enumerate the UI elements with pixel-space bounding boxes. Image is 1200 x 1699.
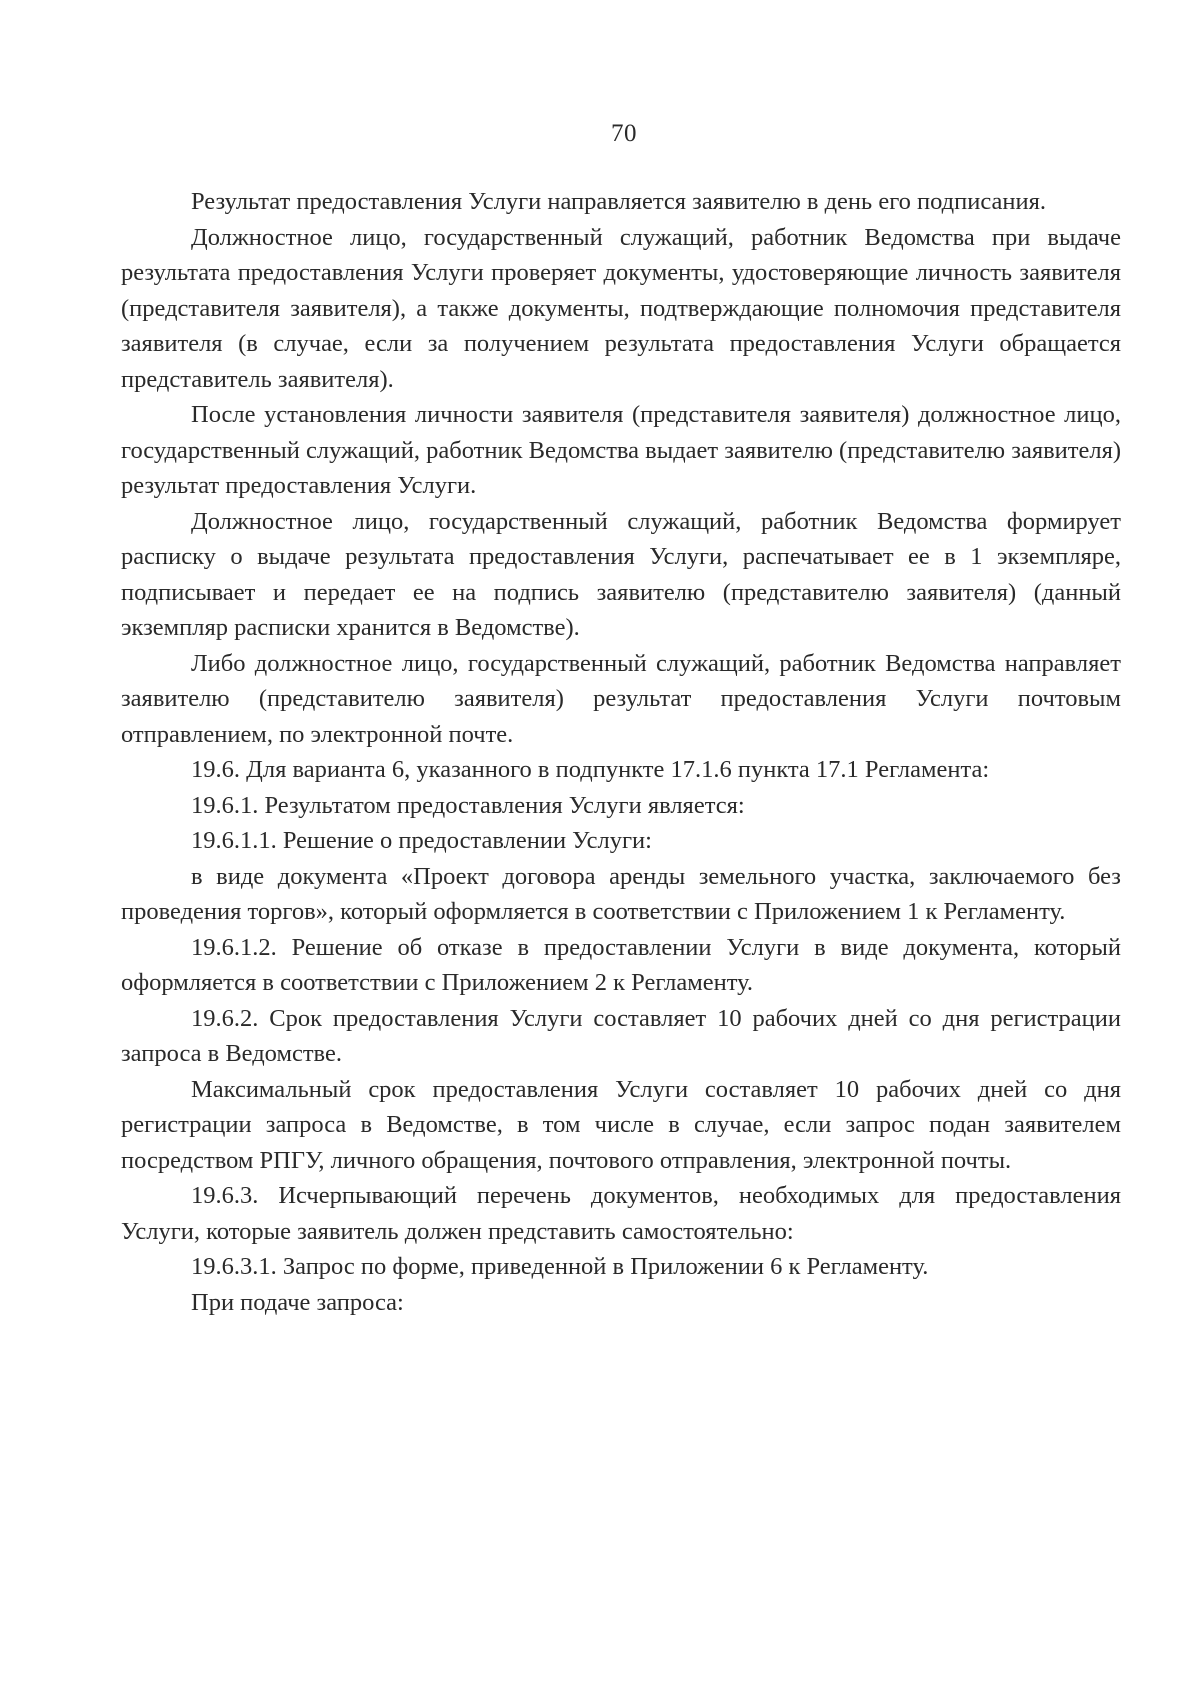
paragraph-section-19-6-3-1: 19.6.3.1. Запрос по форме, приведенной в Приложении 6 к Регламенту. xyxy=(191,1253,929,1280)
paragraph-section-19-6-2: 19.6.2. Срок предоставления Услуги составляет 10 рабочих дней со дня регистрации запроса в Ведомстве. xyxy=(121,1004,1121,1067)
paragraph-receipt: Должностное лицо, государственный служащий, работник Ведомства формирует расписку о выдаче результата предоставления Услуги, распечатывает ее в 1 экземпляре, подписывает и передает ее на подпись заявителю (представителю заявителя) (данный экземпляр расписки хранится в Ведомстве). xyxy=(121,507,1121,641)
paragraph-on-submission: При подаче запроса: xyxy=(191,1288,404,1316)
paragraph-section-19-6-1-2: 19.6.1.2. Решение об отказе в предоставлении Услуги в виде документа, который оформляется в соответствии с Приложением 2 к Регламенту. xyxy=(121,933,1121,996)
document-body xyxy=(121,184,1121,1320)
paragraph-result-issued: После установления личности заявителя (представителя заявителя) должностное лицо, государственный служащий, работник Ведомства выдает заявителю (представителю заявителя) результат предоставления Услуги. xyxy=(121,401,1121,499)
paragraph-section-19-6-3: 19.6.3. Исчерпывающий перечень документов, необходимых для предоставления Услуги, которые заявитель должен представить самостоятельно: xyxy=(121,1182,1121,1245)
paragraph-identity-check: Должностное лицо, государственный служащий, работник Ведомства при выдаче результата предоставления Услуги проверяет документы, удостоверяющие личность заявителя (представителя заявителя), а также документы, подтверждающие полномочия представителя заявителя (в случае, если за получением результата предоставления Услуги обращается представитель заявителя). xyxy=(121,223,1121,393)
paragraph-section-19-6: 19.6. Для варианта 6, указанного в подпункте 17.1.6 пункта 17.1 Регламента: xyxy=(191,756,990,783)
page-number: 70 xyxy=(611,120,637,147)
paragraph-result-sent: Результат предоставления Услуги направляется заявителю в день его подписания. xyxy=(191,188,1047,215)
paragraph-max-term: Максимальный срок предоставления Услуги составляет 10 рабочих дней со дня регистрации запроса в Ведомстве, в том числе в случае, если запрос подан заявителем посредством РПГУ, личного обращения, почтового отправления, электронной почты. xyxy=(121,1075,1121,1174)
paragraph-lease-draft: в виде документа «Проект договора аренды земельного участка, заключаемого без проведения торгов», который оформляется в соответствии с Приложением 1 к Регламенту. xyxy=(121,862,1121,925)
paragraph-mail-delivery: Либо должностное лицо, государственный служащий, работник Ведомства направляет заявителю (представителю заявителя) результат предоставления Услуги почтовым отправлением, по электронной почте. xyxy=(121,649,1121,748)
paragraph-section-19-6-1: 19.6.1. Результатом предоставления Услуги является: xyxy=(191,791,745,819)
paragraph-section-19-6-1-1: 19.6.1.1. Решение о предоставлении Услуги: xyxy=(191,827,652,854)
